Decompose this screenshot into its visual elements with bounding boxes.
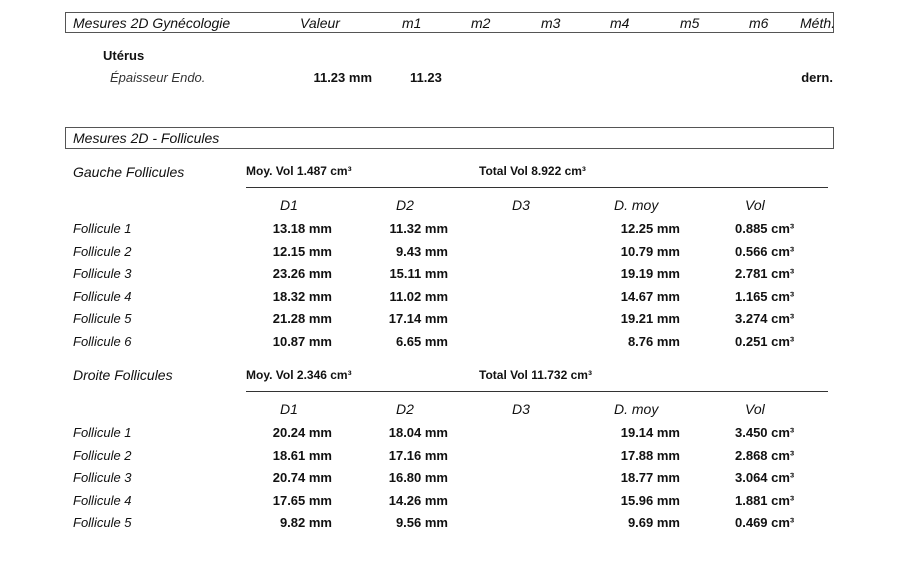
left-total-vol: Total Vol 8.922 cm³ [479,164,586,178]
follicle-dmoy: 19.21 mm [620,311,680,327]
follicle-d2: 17.16 mm [388,447,448,463]
right-avg-vol: Moy. Vol 2.346 cm³ [246,368,352,382]
endo-value: 11.23 mm [313,70,372,85]
follicle-d1: 10.87 mm [272,334,332,349]
follicle-label: Follicule 2 [73,447,132,463]
right-col-d1: D1 [280,401,298,417]
follicle-d2: 15.11 mm [389,266,448,282]
follicle-dmoy: 9.69 mm [627,515,680,531]
follicle-d1: 23.26 mm [272,266,332,282]
right-col-vol: Vol [745,401,765,417]
follicle-vol: 3.274 cm³ [735,311,795,327]
follicle-d2: 6.65 mm [395,334,448,349]
left-col-d2: D2 [396,197,414,213]
follicle-dmoy: 19.19 mm [620,266,680,282]
follicle-dmoy: 10.79 mm [620,243,680,259]
follicle-dmoy: 8.76 mm [627,334,680,349]
follicle-label: Follicule 5 [73,311,132,327]
follicle-d1: 9.82 mm [279,515,332,531]
right-col-dmoy: D. moy [614,401,659,417]
left-col-vol: Vol [745,197,765,213]
follicle-label: Follicule 5 [73,515,132,531]
follicle-d1: 20.24 mm [272,425,332,440]
follicle-dmoy: 19.14 mm [620,425,680,440]
follicle-d1: 18.32 mm [272,288,332,304]
follicle-label: Follicule 3 [73,266,132,282]
follicle-label: Follicule 3 [73,470,132,486]
follicle-label: Follicule 4 [73,288,132,304]
follicle-vol: 0.469 cm³ [735,515,795,531]
col-m2: m2 [471,15,491,31]
follicle-d1: 12.15 mm [272,243,332,259]
foll-title: Mesures 2D - Follicules [73,130,220,146]
endo-label: Épaisseur Endo. [110,70,206,85]
endo-meth: dern. [801,70,833,85]
follicle-d2: 18.04 mm [388,425,448,440]
follicle-d1: 21.28 mm [272,311,332,327]
follicle-d2: 14.26 mm [388,492,448,508]
follicle-dmoy: 15.96 mm [620,492,680,508]
follicle-vol: 3.064 cm³ [735,470,795,486]
left-col-dmoy: D. moy [614,197,659,213]
follicle-d2: 16.80 mm [388,470,448,486]
col-valeur: Valeur [300,15,340,31]
follicle-dmoy: 18.77 mm [620,470,680,486]
uterus-section-title: Utérus [103,48,145,63]
endo-m1: 11.23 [410,70,442,85]
follicle-label: Follicule 2 [73,243,132,259]
left-section-title: Gauche Follicules [73,164,185,180]
follicle-vol: 0.566 cm³ [735,243,795,259]
follicle-vol: 0.251 cm³ [735,334,795,349]
follicle-label: Follicule 1 [73,221,132,236]
col-m3: m3 [541,15,561,31]
follicle-d2: 17.14 mm [388,311,448,327]
follicle-vol: 1.881 cm³ [735,492,795,508]
left-col-d3: D3 [512,197,530,213]
col-meth: Méth. [800,15,836,31]
follicle-d2: 11.02 mm [389,288,448,304]
follicle-dmoy: 17.88 mm [620,447,680,463]
follicle-vol: 2.868 cm³ [735,447,795,463]
follicle-vol: 2.781 cm³ [735,266,795,282]
follicle-label: Follicule 4 [73,492,132,508]
col-m5: m5 [680,15,700,31]
right-total-vol: Total Vol 11.732 cm³ [479,368,592,382]
follicle-label: Follicule 1 [73,425,132,440]
follicle-vol: 0.885 cm³ [735,221,795,236]
follicle-dmoy: 14.67 mm [620,288,680,304]
left-avg-vol: Moy. Vol 1.487 cm³ [246,164,352,178]
follicle-label: Follicule 6 [73,334,132,349]
follicle-vol: 3.450 cm³ [735,425,795,440]
follicle-vol: 1.165 cm³ [735,288,795,304]
gyn-title: Mesures 2D Gynécologie [73,15,231,31]
col-m6: m6 [749,15,769,31]
right-divider [246,391,828,392]
follicle-d1: 17.65 mm [272,492,332,508]
follicle-d2: 11.32 mm [389,221,448,236]
left-col-d1: D1 [280,197,298,213]
follicle-d2: 9.56 mm [395,515,448,531]
follicle-d1: 13.18 mm [272,221,332,236]
right-col-d3: D3 [512,401,530,417]
gyn-header-box [65,12,834,33]
col-m4: m4 [610,15,630,31]
right-section-title: Droite Follicules [73,367,173,383]
follicle-d1: 20.74 mm [272,470,332,486]
right-col-d2: D2 [396,401,414,417]
left-divider [246,187,828,188]
follicle-dmoy: 12.25 mm [620,221,680,236]
follicle-d1: 18.61 mm [272,447,332,463]
col-m1: m1 [402,15,422,31]
foll-header-box [65,127,834,149]
follicle-d2: 9.43 mm [395,243,448,259]
